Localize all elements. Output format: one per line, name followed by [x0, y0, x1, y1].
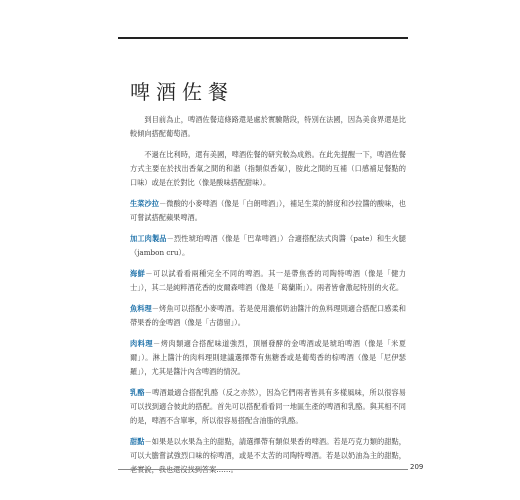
- pairing-text: －烤肉類適合搭配味道強烈，頂層發酵的金啤酒或是琥珀啤酒（像是「米夏爾」）。淋上醬汁的肉料理則建議選擇帶有焦糖香或是葡萄香的棕啤酒（像是「尼伊瑟羅」），尤其是醬汁內含啤酒的情況。: [130, 339, 406, 376]
- pairing-term: 魚料理: [130, 304, 152, 313]
- pairing-item-fish: [130, 302, 406, 330]
- pairing-term: 加工肉製品: [130, 234, 167, 243]
- intro-paragraph-2: 不過在比利時，還有美國，啤酒佐餐的研究較為成熟。在此先提醒一下，啤酒佐餐方式主要在於找出香氣之間的和諧（指類似香氣），胺此之間的互補（口感補足餐點的口味）或是在於對比（像是酸味搭配甜味）。: [130, 150, 406, 187]
- pairing-item-meat: [130, 337, 406, 379]
- pairing-item-charcuterie: [130, 232, 406, 260]
- pairing-text: －啤酒最適合搭配乳酪（反之亦然），因為它們兩者皆具有多樣風味，所以很容易可以找到適合彼此的搭配。首先可以搭配看看同一地區生產的啤酒和乳酪。與其相不同的是，啤酒不含單寧，所以很容易搭配含油脂的乳酪。: [130, 388, 406, 425]
- page-title: 啤酒佐餐: [130, 80, 234, 104]
- pairing-text: －烤魚可以搭配小麥啤酒。若是使用濃郁奶油醬汁的魚料理則適合搭配口感柔和帶果香的金啤酒（像是「古德留」）。: [130, 304, 406, 327]
- top-rule: [118, 37, 408, 39]
- pairing-text: －微酸的小麥啤酒（像是「白朗啤酒」），補足生菜的鮮度和沙拉醬的酸味，也可嘗試搭配蘋果啤酒。: [130, 199, 406, 222]
- pairing-term: 海鮮: [130, 269, 146, 278]
- pairing-term: 生菜沙拉: [130, 199, 160, 208]
- body-content: [130, 113, 406, 484]
- pairing-item-seafood: [130, 267, 406, 295]
- pairing-item-cheese: [130, 386, 406, 428]
- pairing-text: －如果是以水果為主的甜點，請選擇帶有類似果香的啤酒。若是巧克力類的甜點，可以大膽嘗試強烈口味的棕啤酒，或是不太苦的司陶特啤酒。若是以奶油為主的甜點，: [130, 437, 406, 460]
- pairing-item-salad: [130, 197, 406, 225]
- page-number: 209: [410, 463, 424, 471]
- pairing-term: 甜點: [130, 437, 145, 446]
- pairing-term: 肉料理: [130, 339, 154, 348]
- pairing-item-dessert: [130, 435, 406, 477]
- pairing-text: －烈性琥珀啤酒（像是「巴韋啤酒」）合適搭配法式肉醬（pate）和生火腿（jambon cru）。: [130, 234, 406, 257]
- pairing-term: 乳酪: [130, 388, 145, 397]
- pairing-text: －可以試看看兩種完全不同的啤酒。其一是帶焦香的司陶特啤酒（像是「健力士」），其二是純粹酒花香的皮爾森啤酒（像是「葛蘭斯」）。兩者皆會激起特別的火花。: [130, 269, 406, 292]
- bottom-rule: [118, 469, 408, 470]
- intro-paragraph-1: 到目前為止，啤酒佐餐這條路還是處於實驗階段，特別在法國，因為美食界還是比較傾向搭配葡萄酒。: [130, 115, 406, 138]
